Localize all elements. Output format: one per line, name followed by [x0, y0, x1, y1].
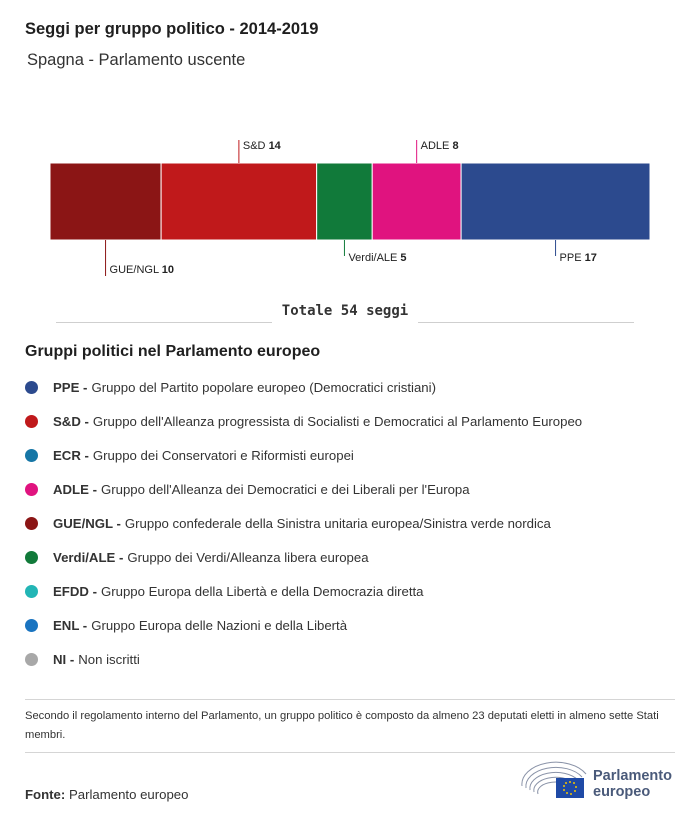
hemicycle-flag-icon: [520, 760, 590, 802]
legend-color-dot: [25, 415, 38, 428]
legend-description: Gruppo confederale della Sinistra unitaria europea/Sinistra verde nordica: [124, 515, 551, 531]
data-label-gue-ngl: GUE/NGL 10: [109, 264, 174, 276]
parliament-logo: [520, 760, 680, 802]
legend-color-dot: [25, 653, 38, 666]
legend: [25, 370, 685, 676]
legend-description: Gruppo dei Verdi/Alleanza libera europea: [127, 549, 369, 565]
legend-color-dot: [25, 381, 38, 394]
legend-color-dot: [25, 449, 38, 462]
chart-subtitle: Spagna - Parlamento uscente: [27, 51, 246, 69]
legend-color-dot: [25, 551, 38, 564]
legend-color-dot: [25, 585, 38, 598]
logo-text-line1: Parlamento: [593, 768, 672, 784]
total-seats-label: Totale 54 seggi: [281, 303, 409, 319]
total-divider-left: [56, 322, 272, 323]
legend-description: Gruppo dell'Alleanza dei Democratici e dei Liberali per l'Europa: [100, 481, 470, 497]
legend-item-ecr: [25, 438, 685, 472]
footer-divider-top: [25, 699, 675, 700]
stacked-bar-chart: [0, 0, 700, 300]
footer-note: Secondo il regolamento interno del Parlamento, un gruppo politico è composto da almeno 23 deputati eletti in almeno sette Stati membri.: [25, 710, 659, 741]
legend-abbr: GUE/NGL -: [53, 515, 121, 531]
legend-abbr: ENL -: [53, 617, 88, 633]
legend-description: Gruppo dell'Alleanza progressista di Socialisti e Democratici al Parlamento Europeo: [92, 413, 583, 429]
source-line: [25, 787, 188, 802]
legend-description: Gruppo dei Conservatori e Riformisti europei: [92, 447, 354, 463]
chart-title: Seggi per gruppo politico - 2014-2019: [25, 20, 319, 38]
legend-color-dot: [25, 619, 38, 632]
source-label: Fonte:: [25, 787, 66, 802]
legend-item-gue-ngl: [25, 506, 685, 540]
data-label-s-d: S&D 14: [242, 140, 281, 152]
legend-item-efdd: [25, 574, 685, 608]
logo-text-line2: europeo: [593, 784, 651, 800]
legend-description: Gruppo Europa della Libertà e della Democrazia diretta: [100, 583, 424, 599]
legend-description: Gruppo del Partito popolare europeo (Democratici cristiani): [91, 379, 436, 395]
bar-segment-adle: [372, 163, 461, 240]
bar-segment-ppe: [461, 163, 650, 240]
legend-item-ni: [25, 642, 685, 676]
legend-abbr: S&D -: [53, 413, 89, 429]
legend-item-enl: [25, 608, 685, 642]
footer-divider-bottom: [25, 752, 675, 753]
legend-item-verdi-ale: [25, 540, 685, 574]
data-label-verdi-ale: Verdi/ALE 5: [348, 252, 407, 264]
legend-description: Non iscritti: [78, 651, 140, 667]
legend-abbr: ADLE -: [53, 481, 97, 497]
legend-item-s-d: [25, 404, 685, 438]
legend-item-ppe: [25, 370, 685, 404]
bar-segment-gue-ngl: [50, 163, 161, 240]
bar-segment-s-d: [161, 163, 317, 240]
data-label-ppe: PPE 17: [559, 252, 597, 264]
data-label-adle: ADLE 8: [420, 140, 459, 152]
legend-color-dot: [25, 517, 38, 530]
legend-abbr: PPE -: [53, 379, 88, 395]
bar-segment-verdi-ale: [317, 163, 373, 240]
legend-color-dot: [25, 483, 38, 496]
source-value: Parlamento europeo: [68, 787, 189, 802]
logo-text: [593, 768, 672, 800]
legend-item-adle: [25, 472, 685, 506]
legend-abbr: Verdi/ALE -: [53, 549, 124, 565]
legend-abbr: ECR -: [53, 447, 89, 463]
legend-abbr: EFDD -: [53, 583, 97, 599]
total-divider-right: [418, 322, 634, 323]
legend-abbr: NI -: [53, 651, 75, 667]
legend-description: Gruppo Europa delle Nazioni e della Libertà: [91, 617, 348, 633]
legend-title: Gruppi politici nel Parlamento europeo: [25, 343, 321, 360]
